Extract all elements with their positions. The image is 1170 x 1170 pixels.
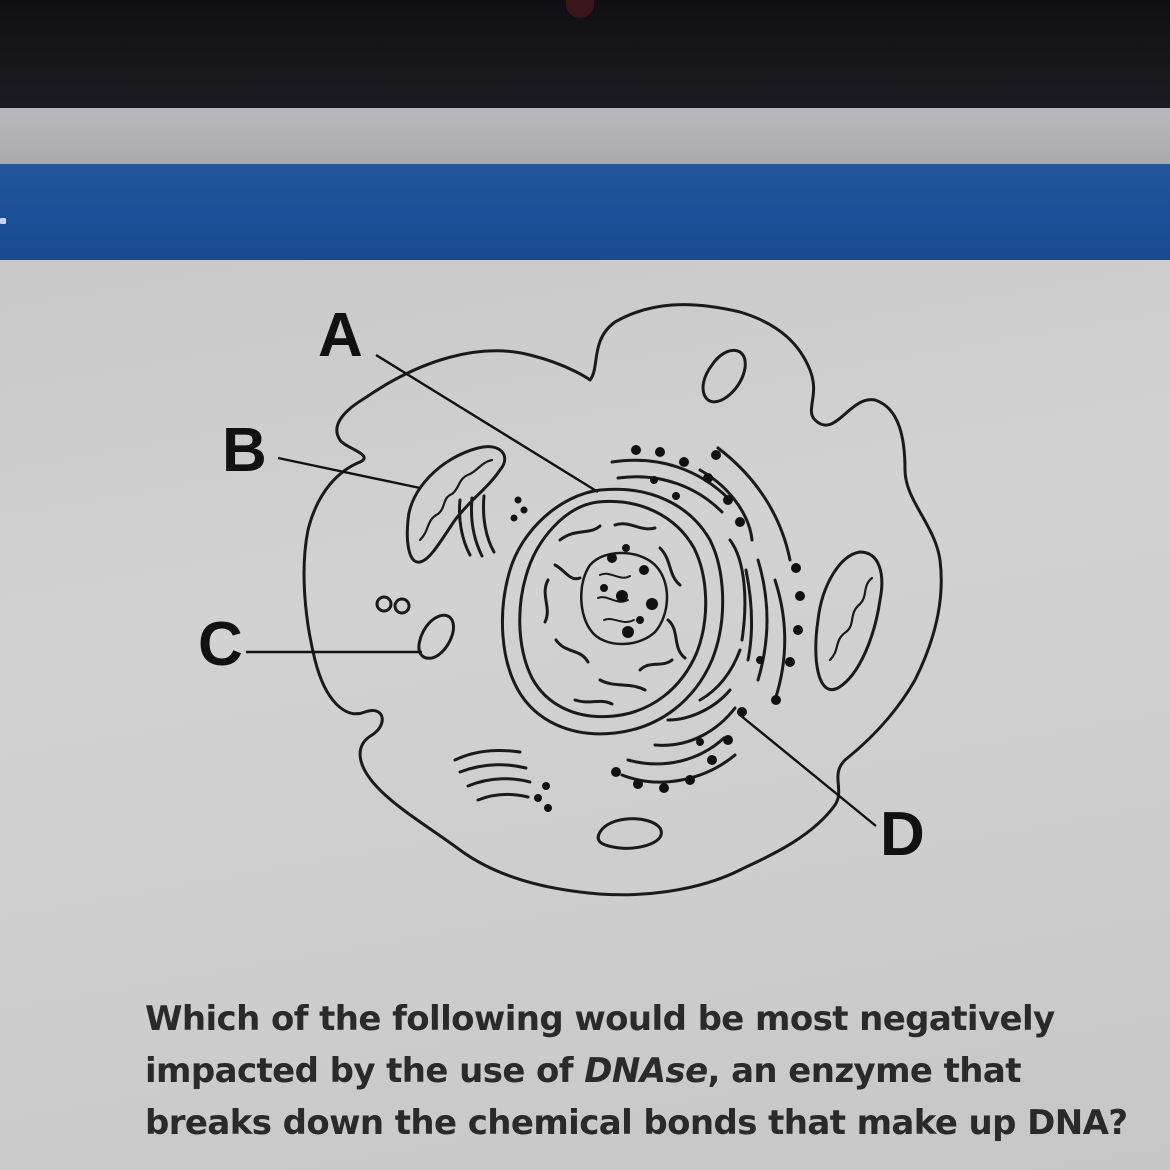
question-line-3: breaks down the chemical bonds that make up DNA? — [145, 1103, 1128, 1143]
label-c: C — [198, 610, 243, 679]
question-text — [145, 993, 1128, 1149]
question-line-2-start: impacted by the use of — [145, 1051, 585, 1091]
question-line-2 — [145, 1045, 1045, 1097]
rough-er-lower — [622, 690, 735, 782]
vacuole-bottom — [598, 819, 661, 849]
leader-line-a — [376, 355, 598, 492]
vacuole-top — [703, 350, 745, 401]
golgi-apparatus — [455, 750, 530, 800]
label-b: B — [222, 416, 267, 485]
question-line-1: Which of the following would be most negatively — [145, 999, 1055, 1039]
mitochondrion-right — [816, 552, 882, 690]
leader-line-b — [278, 458, 420, 488]
label-d: D — [880, 800, 925, 869]
vesicle-c — [419, 615, 454, 658]
nuclear-envelope — [502, 489, 722, 734]
leader-line-d — [740, 715, 876, 826]
label-a: A — [318, 301, 363, 370]
question-line-2-end: , an enzyme that — [707, 1051, 1021, 1091]
question-enzyme-name: DNAse — [584, 1051, 708, 1091]
leader-lines — [246, 355, 876, 826]
